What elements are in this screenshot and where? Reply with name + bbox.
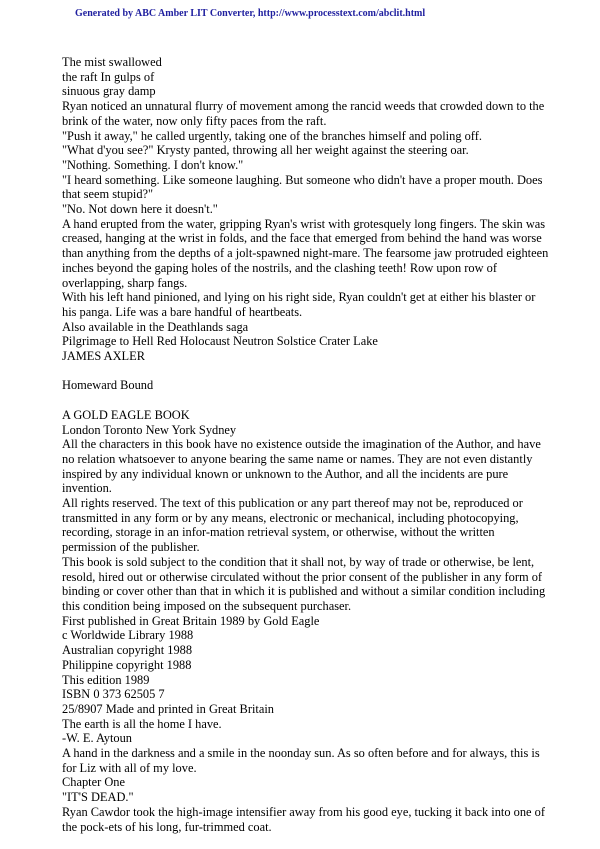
author-name: JAMES AXLER xyxy=(62,349,145,364)
paragraph: Pilgrimage to Hell Red Holocaust Neutron Solstice Crater Lake xyxy=(62,334,378,349)
paragraph: A hand erupted from the water, gripping Ryan's wrist with grotesquely long fingers. The skin was creased, hanging at the wrist in folds, and the face that emerged from behind the hand was worse than anything from the depths of a jolt-spawned night-mare. The fearsome jaw protruded eighteen inches beyond the gaping holes of the nostrils, and the clashing teeth! Row upon row of overlapping, sharp fangs. xyxy=(62,216,549,290)
paragraph: With his left hand pinioned, and lying on his right side, Ryan couldn't get at either his blaster or his panga. Life was a bare handful of heartbeats. xyxy=(62,290,536,319)
paragraph: the raft In gulps of xyxy=(62,69,155,84)
book-title: Homeward Bound xyxy=(62,378,154,393)
paragraph: "Nothing. Something. I don't know." xyxy=(62,157,244,172)
blank-line xyxy=(62,393,552,408)
paragraph: Australian copyright 1988 xyxy=(62,643,193,658)
paragraph: Philippine copyright 1988 xyxy=(62,657,192,672)
paragraph: c Worldwide Library 1988 xyxy=(62,628,194,643)
paragraph: "What d'you see?" Krysty panted, throwing all her weight against the steering oar. xyxy=(62,143,469,158)
paragraph: First published in Great Britain 1989 by Gold Eagle xyxy=(62,613,320,628)
paragraph: This edition 1989 xyxy=(62,672,150,687)
epigraph-author: -W. E. Aytoun xyxy=(62,731,132,746)
paragraph: Ryan Cawdor took the high-image intensifier away from his good eye, tucking it back into one of the pock-ets of his long, fur-trimmed coat. xyxy=(62,804,545,834)
paragraph: "I heard something. Like someone laughing. But someone who didn't have a proper mouth. Does that seem stupid?" xyxy=(62,172,543,202)
blank-line xyxy=(62,364,552,379)
isbn: ISBN 0 373 62505 7 xyxy=(62,687,165,702)
paragraph: Also available in the Deathlands saga xyxy=(62,319,249,334)
dedication: A hand in the darkness and a smile in the noonday sun. As so often before and for always, this is for Liz with all of my love. xyxy=(62,746,540,775)
epigraph: The earth is all the home I have. xyxy=(62,716,222,731)
paragraph: sinuous gray damp xyxy=(62,84,156,99)
paragraph: The mist swallowed xyxy=(62,55,162,69)
publisher-cities: London Toronto New York Sydney xyxy=(62,422,237,437)
paragraph: All the characters in this book have no existence outside the imagination of the Author, and have no relation whatsoever to anyone bearing the same name or names. They are not even distantly inspired by any individual known or unknown to the Author, and all the incidents are pure invention. xyxy=(62,437,541,496)
paragraph: "No. Not down here it doesn't." xyxy=(62,202,218,217)
paragraph: 25/8907 Made and printed in Great Britain xyxy=(62,701,274,716)
converter-header: Generated by ABC Amber LIT Converter, http://www.processtext.com/abclit.html xyxy=(75,8,426,19)
paragraph: Ryan noticed an unnatural flurry of movement among the rancid weeds that crowded down to the brink of the water, now only fifty paces from the raft. xyxy=(62,99,545,128)
publisher-line: A GOLD EAGLE BOOK xyxy=(62,407,190,422)
paragraph: All rights reserved. The text of this publication or any part thereof may not be, reproduced or transmitted in any form or by any means, electronic or mechanical, including photocopying, recording, storage in an infor-mation retrieval system, or otherwise, without the written permission of the publisher. xyxy=(62,496,523,555)
paragraph: This book is sold subject to the condition that it shall not, by way of trade or otherwise, be lent, resold, hired out or otherwise circulated without the prior consent of the publisher in any form of binding or cover other than that in which it is published and without a similar condition including this condition being imposed on the subsequent purchaser. xyxy=(62,554,546,613)
chapter-heading: Chapter One xyxy=(62,775,125,790)
paragraph: "Push it away," he called urgently, taking one of the branches himself and poling off. xyxy=(62,128,482,143)
paragraph: "IT'S DEAD." xyxy=(62,790,134,805)
document-body xyxy=(62,55,552,834)
